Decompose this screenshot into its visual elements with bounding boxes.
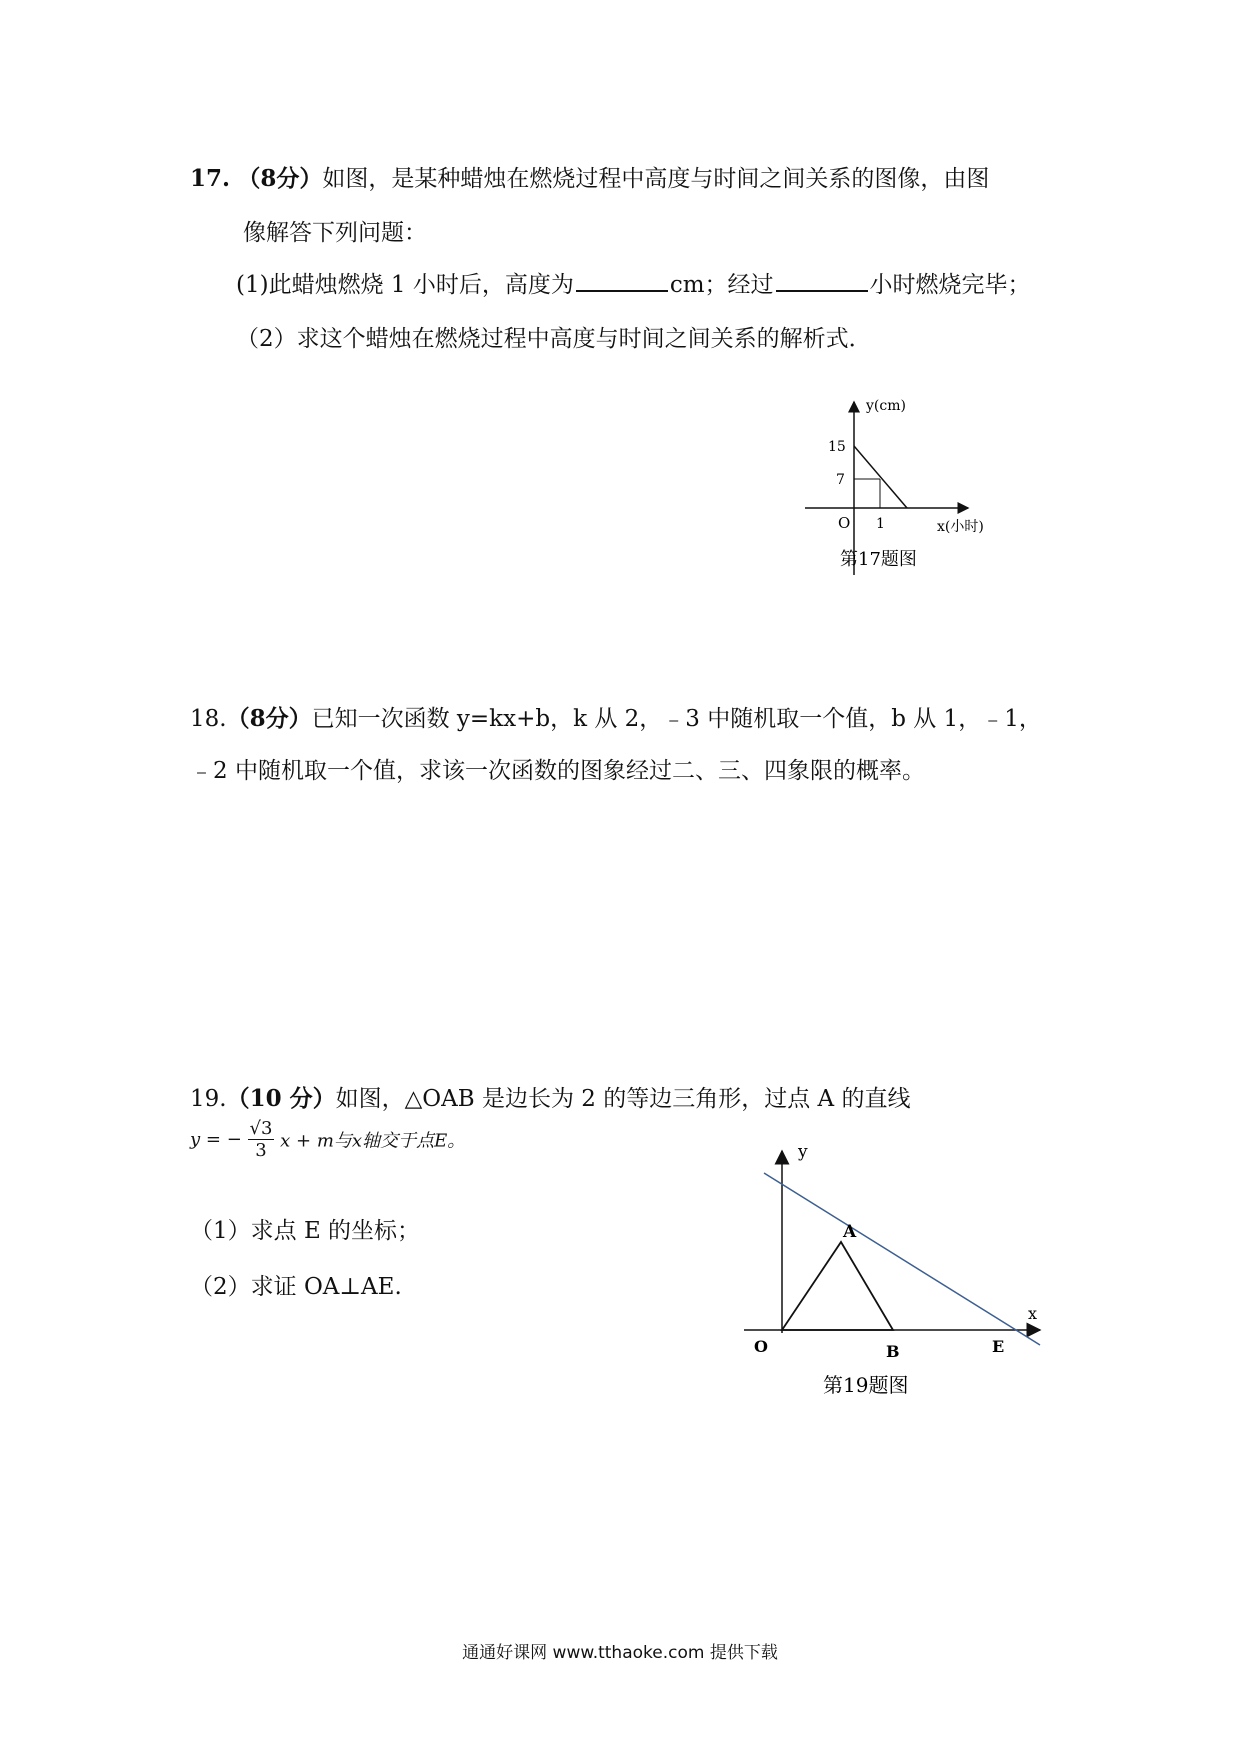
q19-line-ae [764, 1173, 1040, 1345]
q17-x-axis-label: x(小时) [937, 519, 984, 535]
q17-tick-1: 1 [876, 516, 885, 532]
q17-blank-height [576, 268, 668, 292]
q17-stem-a: 如图，是某种蜡烛在燃烧过程中高度与时间之间关系的图像，由图 [322, 166, 990, 192]
q19-point-a: A [843, 1222, 857, 1242]
q19-fraction-denominator: 3 [255, 1140, 267, 1161]
q19-line1 [190, 1080, 910, 1113]
q19-point-b: B [886, 1342, 900, 1361]
q19-part2: （2）求证 OA⊥AE. [190, 1274, 402, 1300]
q19-formula-rhs: x + m与x轴交于点E。 [280, 1130, 466, 1152]
q17-y-axis-label: y(cm) [866, 398, 906, 414]
q18-line-a: 已知一次函数 y=kx+b，k 从 2，﹣3 中随机取一个值，b 从 1，﹣1， [311, 706, 1042, 732]
q17-points: （8分） [237, 165, 323, 192]
q17-number: 17. [190, 165, 231, 192]
q17-stem-b: 像解答下列问题： [243, 220, 427, 246]
page-footer: 通通好课网 www.tthaoke.com 提供下载 [462, 1643, 778, 1663]
q17-tick-15: 15 [828, 439, 846, 455]
q19-formula-lhs: y = − [190, 1129, 242, 1150]
q19-points: （10 分） [226, 1085, 336, 1112]
q17-origin: O [838, 514, 851, 532]
q19-y-label: y [798, 1142, 808, 1162]
q18-line-b: ﹣2 中随机取一个值，求该一次函数的图象经过二、三、四象限的概率。 [190, 758, 925, 784]
q19-caption: 第19题图 [823, 1373, 909, 1397]
q17-line1 [190, 160, 989, 193]
q19-stem: 如图，△OAB 是边长为 2 的等边三角形，过点 A 的直线 [335, 1086, 911, 1112]
q17-part1-text-a: (1)此蜡烛燃烧 1 小时后，高度为 [236, 272, 574, 298]
q17-figure [790, 390, 1020, 590]
q19-fraction-numerator: √3 [249, 1118, 273, 1139]
q19-triangle-oab [782, 1242, 893, 1330]
q19-figure [740, 1135, 1060, 1415]
q19-x-label: x [1028, 1304, 1038, 1323]
q19-point-e: E [992, 1337, 1005, 1356]
q17-caption: 第17题图 [840, 549, 917, 570]
q17-part1-text-b: cm；经过 [669, 272, 774, 298]
q17-part1-text-c: 小时燃烧完毕； [869, 272, 1031, 298]
q19-formula [190, 1118, 465, 1161]
q17-part1 [236, 266, 1031, 299]
q19-origin: O [754, 1337, 768, 1356]
q18-number: 18. [190, 706, 227, 732]
q19-number: 19. [190, 1086, 227, 1112]
q18-line1 [190, 700, 1042, 733]
q17-part2: （2）求这个蜡烛在燃烧过程中高度与时间之间关系的解析式． [236, 326, 872, 352]
q17-tick-7: 7 [836, 472, 845, 488]
q19-part1: （1）求点 E 的坐标； [190, 1218, 421, 1244]
q19-fraction [248, 1118, 275, 1161]
q17-blank-hours [776, 268, 868, 292]
q18-points: （8分） [226, 705, 312, 732]
